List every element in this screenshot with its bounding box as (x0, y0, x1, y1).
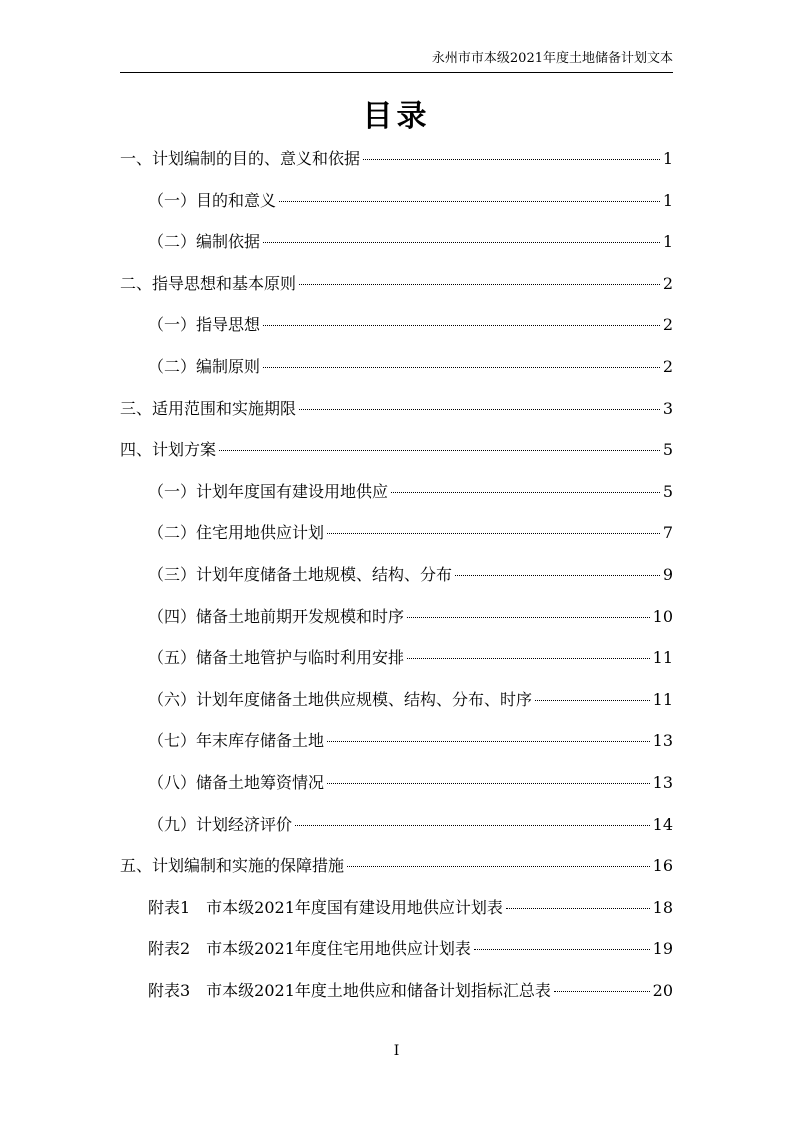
toc-entry-page: 2 (662, 357, 673, 376)
toc-entry-page: 13 (652, 773, 673, 792)
toc-entry[interactable] (148, 188, 673, 214)
toc-entry-page: 16 (652, 856, 673, 875)
dot-leader (327, 741, 650, 742)
toc-entry-label: 附表2 市本级2021年度住宅用地供应计划表 (148, 939, 471, 958)
toc-entry-label: （一）目的和意义 (148, 191, 277, 210)
page-number: I (393, 1043, 400, 1059)
toc-entry-page: 18 (652, 898, 673, 917)
toc-entry[interactable] (120, 396, 673, 422)
toc-entry-label: 三、适用范围和实施期限 (120, 399, 297, 418)
dot-leader (391, 492, 660, 493)
toc-entry[interactable] (148, 812, 673, 838)
toc-entry-page: 5 (662, 440, 673, 459)
toc-entry-page: 14 (652, 815, 673, 834)
toc-entry-label: （一）指导思想 (148, 315, 261, 334)
running-header: 永州市市本级2021年度土地储备计划文本 (120, 50, 673, 73)
toc-entry-page: 2 (662, 315, 673, 334)
toc-entry-label: （三）计划年度储备土地规模、结构、分布 (148, 565, 453, 584)
toc-entry[interactable] (120, 146, 673, 172)
toc-entry-label: （四）储备土地前期开发规模和时序 (148, 607, 405, 626)
toc-entry-label: 附表1 市本级2021年度国有建设用地供应计划表 (148, 898, 503, 917)
toc-entry[interactable] (120, 853, 673, 879)
dot-leader (407, 617, 650, 618)
dot-leader (407, 658, 650, 659)
dot-leader (295, 825, 650, 826)
toc-entry[interactable] (120, 271, 673, 297)
toc-entry-label: （七）年末库存储备土地 (148, 731, 325, 750)
toc-entry-page: 20 (652, 981, 673, 1000)
toc-entry-label: 一、计划编制的目的、意义和依据 (120, 149, 361, 168)
toc-entry-label: （九）计划经济评价 (148, 815, 293, 834)
toc-entry-label: 二、指导思想和基本原则 (120, 274, 297, 293)
dot-leader (363, 159, 660, 160)
toc-entry-page: 9 (662, 565, 673, 584)
toc-entry-page: 1 (662, 232, 673, 251)
toc-entry-page: 11 (652, 690, 673, 709)
toc-entry-page: 11 (652, 648, 673, 667)
toc-entry-label: （八）储备土地筹资情况 (148, 773, 325, 792)
toc-entry[interactable] (148, 229, 673, 255)
dot-leader (263, 367, 660, 368)
dot-leader (299, 409, 660, 410)
toc-entry-page: 10 (652, 607, 673, 626)
toc-entry-page: 3 (662, 399, 673, 418)
toc-entry-label: （二）编制原则 (148, 357, 261, 376)
dot-leader (347, 866, 650, 867)
toc-entry[interactable] (148, 770, 673, 796)
toc-entry[interactable] (148, 687, 673, 713)
toc-entry[interactable] (148, 936, 673, 962)
toc-entry-page: 7 (662, 523, 673, 542)
dot-leader (279, 201, 660, 202)
dot-leader (263, 242, 660, 243)
toc-entry-page: 13 (652, 731, 673, 750)
toc-entry-page: 19 (652, 939, 673, 958)
toc-entry[interactable] (148, 312, 673, 338)
toc-entry[interactable] (148, 604, 673, 630)
toc-entry[interactable] (148, 645, 673, 671)
toc-entry[interactable] (148, 562, 673, 588)
toc-entry-page: 1 (662, 191, 673, 210)
toc-entry[interactable] (148, 728, 673, 754)
toc-entry-label: （一）计划年度国有建设用地供应 (148, 482, 389, 501)
dot-leader (455, 575, 660, 576)
toc-entry-page: 2 (662, 274, 673, 293)
toc-entry[interactable] (148, 520, 673, 546)
toc-entry-label: （二）编制依据 (148, 232, 261, 251)
dot-leader (327, 533, 660, 534)
dot-leader (299, 284, 660, 285)
page-title: 目录 (362, 99, 431, 134)
toc-entry-page: 5 (662, 482, 673, 501)
toc-entry-label: （五）储备土地管护与临时利用安排 (148, 648, 405, 667)
dot-leader (474, 949, 650, 950)
dot-leader (263, 325, 660, 326)
toc-entry-label: 五、计划编制和实施的保障措施 (120, 856, 345, 875)
toc-entry[interactable] (148, 354, 673, 380)
toc-entry-label: （二）住宅用地供应计划 (148, 523, 325, 542)
dot-leader (554, 991, 650, 992)
toc-entry[interactable] (148, 978, 673, 1004)
dot-leader (219, 450, 660, 451)
toc-entry[interactable] (148, 479, 673, 505)
toc-entry-label: 附表3 市本级2021年度土地供应和储备计划指标汇总表 (148, 981, 551, 1000)
dot-leader (535, 700, 650, 701)
dot-leader (506, 908, 650, 909)
toc-entry[interactable] (148, 895, 673, 921)
toc-entry-page: 1 (662, 149, 673, 168)
dot-leader (327, 783, 650, 784)
toc-entry-label: （六）计划年度储备土地供应规模、结构、分布、时序 (148, 690, 533, 709)
toc-entry-label: 四、计划方案 (120, 440, 217, 459)
toc-entry[interactable] (120, 437, 673, 463)
